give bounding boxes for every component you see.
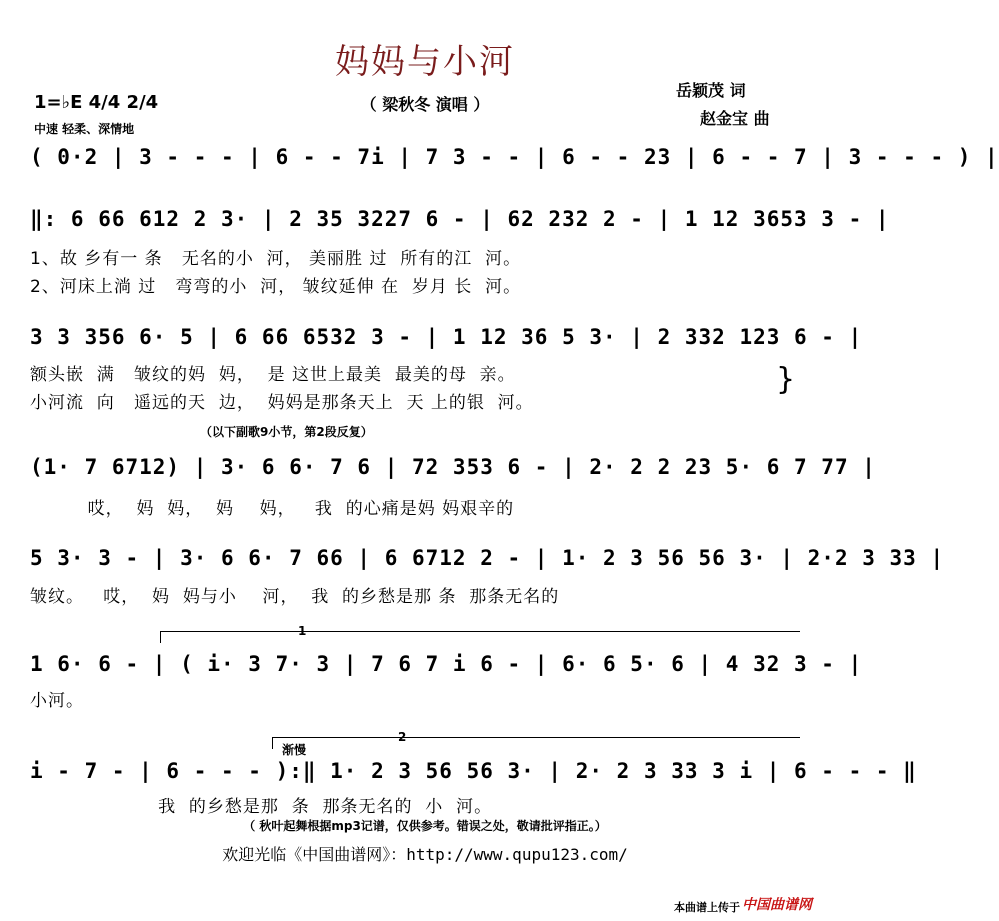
transcriber-note: （ 秋叶起舞根据mp3记谱，仅供参考。错误之处，敬请批评指正。） <box>243 819 607 833</box>
volta-1-bracket-start <box>160 631 161 643</box>
lyric-line-2b: 小河流 向 遥远的天 边， 妈妈是那条天上 天 上的银 河。 <box>30 393 534 413</box>
score-line-3: (1· 7 6712) | 3· 6 6· 7 6 | 72 353 6 - | 2· 2 2 23 5· 6 7 77 | <box>30 455 876 479</box>
upload-caption: 本曲谱上传于 <box>674 901 740 914</box>
tempo-marking: 中速 轻柔、深情地 <box>34 122 135 136</box>
lyric-line-2a: 额头嵌 满 皱纹的妈 妈， 是 这世上最美 最美的母 亲。 <box>30 365 516 385</box>
website-link[interactable]: 欢迎光临《中国曲谱网》：http://www.qupu123.com/ <box>222 845 628 864</box>
score-line-5: 1 6· 6 - | ( i· 3 7· 3 | 7 6 7 i 6 - | 6· 6 5· 6 | 4 32 3 - | <box>30 652 863 676</box>
volta-1-bracket <box>160 631 800 632</box>
lyric-line-5: 小河。 <box>30 691 84 711</box>
site-logo: 中国曲谱网 <box>742 897 812 913</box>
key-signature: 1=♭E 4/4 2/4 <box>34 92 159 113</box>
volta-2-bracket <box>272 737 800 738</box>
composer-credit: 赵金宝 曲 <box>700 109 770 128</box>
volta-2-bracket-start <box>272 737 273 749</box>
score-line-2: 3 3 356 6· 5 | 6 66 6532 3 - | 1 12 36 5 3· | 2 332 123 6 - | <box>30 325 863 349</box>
score-line-1: ‖: 6 66 612 2 3· | 2 35 3227 6 - | 62 232 2 - | 1 12 3653 3 - | <box>30 207 890 231</box>
singer-credit: （ 梁秋冬 演唱 ） <box>360 95 490 114</box>
volta-1-label: 1 <box>298 624 307 638</box>
lyricist-credit: 岳颖茂 词 <box>676 81 746 100</box>
score-line-intro: ( 0·2 | 3 - - - | 6 - - 7i | 7 3 - - | 6 - - 23 | 6 - - 7 | 3 - - - ) | <box>30 145 999 169</box>
lyric-line-3: 哎， 妈 妈， 妈 妈， 我 的心痛是妈 妈艰辛的 <box>30 499 515 519</box>
lyric-line-6: 我 的乡愁是那 条 那条无名的 小 河。 <box>30 797 493 817</box>
verse-brace: } <box>776 362 796 397</box>
score-line-6: i - 7 - | 6 - - - ):‖ 1· 2 3 56 56 3· | 2· 2 3 33 3 i | 6 - - - ‖ <box>30 759 917 783</box>
lyric-line-1b: 2、河床上淌 过 弯弯的小 河， 皱纹延伸 在 岁月 长 河。 <box>30 277 522 297</box>
song-title: 妈妈与小河 <box>335 42 515 82</box>
score-line-4: 5 3· 3 - | 3· 6 6· 7 66 | 6 6712 2 - | 1· 2 3 56 56 3· | 2·2 3 33 | <box>30 546 945 570</box>
ritardando-mark: 渐慢 <box>282 743 307 757</box>
lyric-line-4: 皱纹。 哎， 妈 妈与小 河， 我 的乡愁是那 条 那条无名的 <box>30 587 560 607</box>
lyric-line-1a: 1、故 乡有一 条 无名的小 河， 美丽胜 过 所有的江 河。 <box>30 249 522 269</box>
volta-2-label: 2 <box>398 730 407 744</box>
repeat-note: （以下副歌9小节，第2段反复） <box>200 425 373 439</box>
